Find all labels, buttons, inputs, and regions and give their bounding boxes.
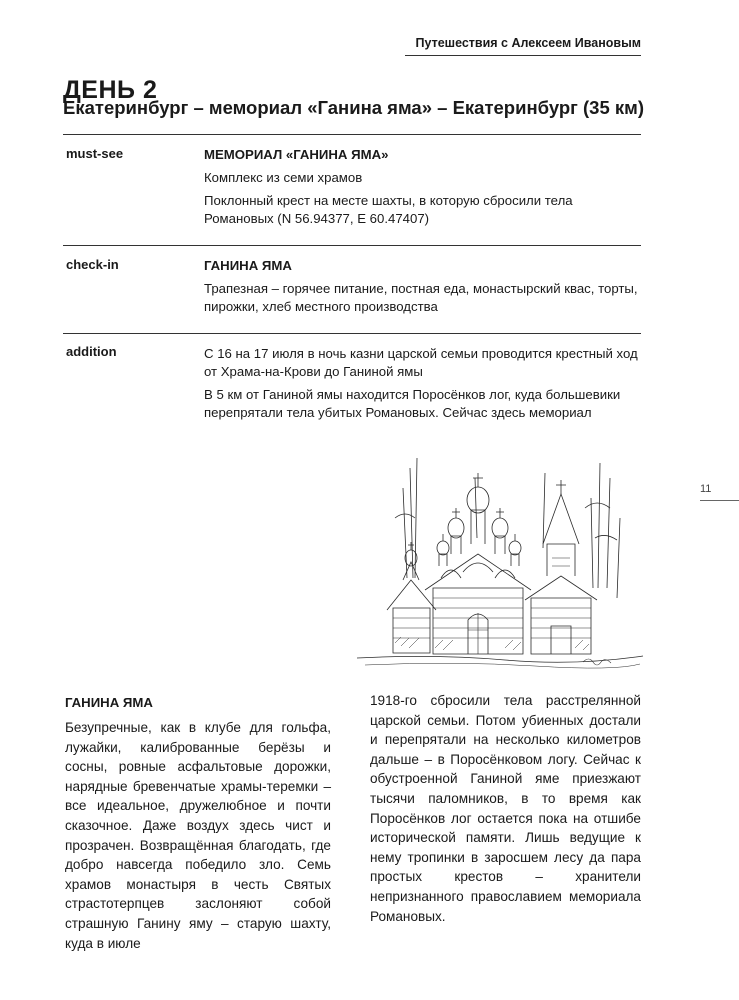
route-title: Екатеринбург – мемориал «Ганина яма» – Екатеринбург (35 км) (63, 97, 645, 118)
article-text-left: Безупречные, как в клубе для гольфа, лужайки, калиброванные берёзы и сосны, ровные асфальтовые дорожки, нарядные бревенчатые храмы-теремки – все идеальное, дружелюбное и почти сказочное. Даже воздух здесь чист и прозрачен. Возвращённая благодать, где добро навсегда победило зло. Семь храмов монастыря в честь Святых страстотерпцев заслоняют собой страшную Ганину яму – старую шахту, куда в июле (65, 720, 331, 951)
running-head: Путешествия с Алексеем Ивановым (415, 36, 641, 50)
addition-paragraph: С 16 на 17 июля в ночь казни царской семьи проводится крестный ход от Храма-на-Крови до Ганиной ямы (204, 346, 638, 379)
divider (63, 333, 641, 334)
must-see-paragraph: Комплекс из семи храмов (204, 170, 363, 185)
check-in-content (204, 257, 641, 321)
label-must-see: must-see (66, 146, 124, 161)
article-heading: ГАНИНА ЯМА (65, 695, 153, 710)
running-head-rule (405, 55, 641, 56)
page-number-rule (700, 500, 739, 501)
must-see-heading: МЕМОРИАЛ «ГАНИНА ЯМА» (204, 147, 389, 162)
label-addition: addition (66, 344, 117, 359)
addition-content (204, 345, 641, 427)
addition-paragraph: В 5 км от Ганиной ямы находится Поросёнков лог, куда большевики перепрятали тела убитых Романовых. Сейчас здесь мемориал (204, 387, 621, 420)
check-in-paragraph: Трапезная – горячее питание, постная еда, монастырский квас, торты, пирожки, хлеб местного производства (204, 281, 638, 314)
article-text-right: 1918-го сбросили тела расстрелянной царской семьи. Потом убиенных достали и перепрятали на несколько километров дальше – в Поросёнковом логу. Сейчас к обустроенной Ганиной яме приезжают тысячи паломников, в то время как Поросёнков лог остается пока на отшибе исторической памяти. Лишь ведущие к нему тропинки в заросшем лесу да пара простых крестов – хранители непризнанного православием мемориала Романовых. (370, 693, 641, 924)
church-illustration (355, 458, 645, 674)
divider-top (63, 134, 641, 135)
page-number: 11 (700, 483, 712, 495)
divider (63, 245, 641, 246)
day-title: ДЕНЬ 2 (63, 76, 158, 104)
check-in-heading: ГАНИНА ЯМА (204, 258, 292, 273)
must-see-paragraph: Поклонный крест на месте шахты, в которую сбросили тела Романовых (N 56.94377, E 60.47407) (204, 193, 573, 226)
must-see-content (204, 146, 641, 233)
label-check-in: check-in (66, 257, 119, 272)
